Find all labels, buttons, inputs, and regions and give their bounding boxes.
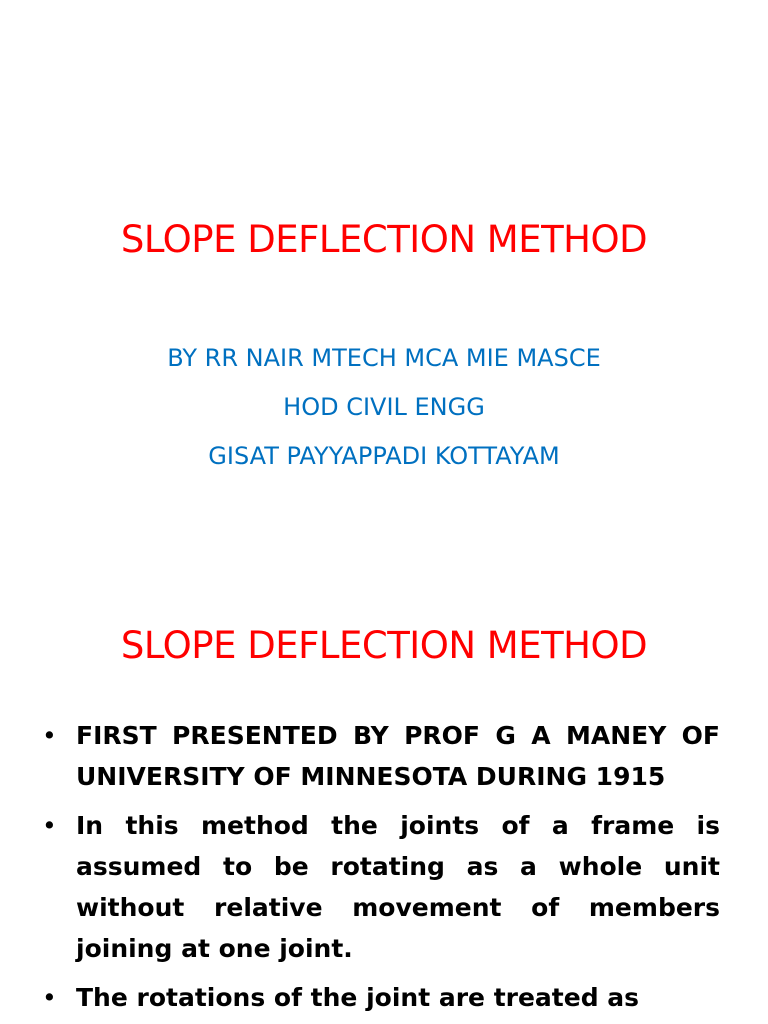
bullet-dot-icon: • bbox=[42, 811, 57, 840]
author-info bbox=[0, 334, 768, 481]
bullet-item bbox=[0, 715, 768, 797]
bullet-dot-icon: • bbox=[42, 721, 57, 750]
slide-title: SLOPE DEFLECTION METHOD bbox=[120, 624, 648, 667]
bullet-dot-icon: • bbox=[42, 983, 57, 1012]
department-line: HOD CIVIL ENGG bbox=[283, 393, 485, 421]
bullet-text: FIRST PRESENTED BY PROF G A MANEY OF UNIVERSITY OF MINNESOTA DURING 1915 bbox=[76, 721, 720, 791]
bullet-text: In this method the joints of a frame is assumed to be rotating as a whole unit without relative movement of members joining at one joint. bbox=[76, 811, 720, 963]
institution-line: GISAT PAYYAPPADI KOTTAYAM bbox=[208, 442, 560, 470]
author-line: BY RR NAIR MTECH MCA MIE MASCE bbox=[167, 344, 601, 372]
bullet-text: The rotations of the joint are treated as bbox=[76, 983, 640, 1012]
content-slide bbox=[0, 600, 768, 1024]
slide-title: SLOPE DEFLECTION METHOD bbox=[120, 218, 648, 261]
bullet-list bbox=[0, 715, 768, 1024]
bullet-item bbox=[0, 805, 768, 969]
bullet-item bbox=[0, 977, 768, 1018]
